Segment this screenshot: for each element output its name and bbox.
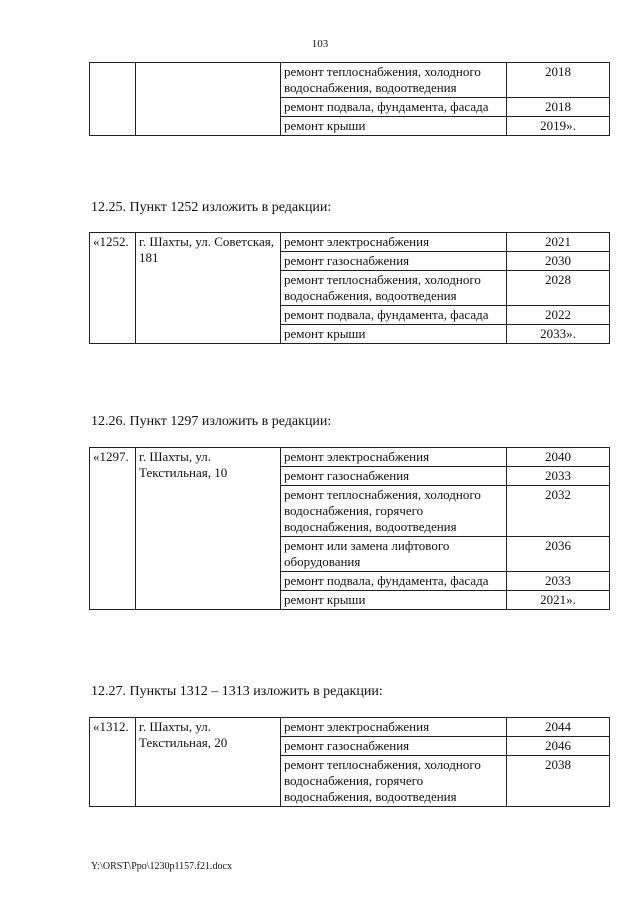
section-heading: 12.27. Пункты 1312 – 1313 изложить в редакции: bbox=[91, 684, 383, 699]
year-cell: 2036 bbox=[507, 537, 610, 572]
year-cell: 2033 bbox=[507, 467, 610, 486]
item-number-cell bbox=[90, 63, 136, 136]
work-type-cell: ремонт теплоснабжения, холодного водоснабжения, горячего водоснабжения, водоотведения bbox=[281, 486, 507, 537]
work-type-cell: ремонт газоснабжения bbox=[281, 737, 507, 756]
work-type-cell: ремонт подвала, фундамента, фасада bbox=[281, 306, 507, 325]
year-cell: 2021 bbox=[507, 233, 610, 252]
repair-table bbox=[89, 62, 610, 136]
year-cell: 2033 bbox=[507, 572, 610, 591]
file-path-footer: Y:\ORST\Ppo\1230p1157.f21.docx bbox=[91, 861, 232, 872]
year-cell: 2028 bbox=[507, 271, 610, 306]
item-number-cell: «1297. bbox=[90, 448, 136, 610]
work-type-cell: ремонт подвала, фундамента, фасада bbox=[281, 572, 507, 591]
work-type-cell: ремонт электроснабжения bbox=[281, 448, 507, 467]
address-cell: г. Шахты, ул. Текстильная, 10 bbox=[136, 448, 281, 610]
address-cell bbox=[136, 63, 281, 136]
item-number-cell: «1252. bbox=[90, 233, 136, 344]
page-number: 103 bbox=[311, 38, 329, 50]
table-row bbox=[90, 233, 610, 252]
year-cell: 2021». bbox=[507, 591, 610, 610]
work-type-cell: ремонт крыши bbox=[281, 591, 507, 610]
repair-table bbox=[89, 447, 610, 610]
year-cell: 2030 bbox=[507, 252, 610, 271]
section-heading: 12.26. Пункт 1297 изложить в редакции: bbox=[91, 414, 332, 429]
table-row bbox=[90, 718, 610, 737]
year-cell: 2046 bbox=[507, 737, 610, 756]
work-type-cell: ремонт или замена лифтового оборудования bbox=[281, 537, 507, 572]
repair-table bbox=[89, 717, 610, 807]
work-type-cell: ремонт газоснабжения bbox=[281, 467, 507, 486]
repair-table bbox=[89, 232, 610, 344]
year-cell: 2022 bbox=[507, 306, 610, 325]
year-cell: 2018 bbox=[507, 98, 610, 117]
year-cell: 2019». bbox=[507, 117, 610, 136]
year-cell: 2032 bbox=[507, 486, 610, 537]
address-cell: г. Шахты, ул. Советская, 181 bbox=[136, 233, 281, 344]
year-cell: 2044 bbox=[507, 718, 610, 737]
year-cell: 2038 bbox=[507, 756, 610, 807]
section-heading: 12.25. Пункт 1252 изложить в редакции: bbox=[91, 200, 332, 215]
table-row bbox=[90, 63, 610, 98]
work-type-cell: ремонт крыши bbox=[281, 117, 507, 136]
work-type-cell: ремонт электроснабжения bbox=[281, 718, 507, 737]
work-type-cell: ремонт электроснабжения bbox=[281, 233, 507, 252]
work-type-cell: ремонт теплоснабжения, холодного водоснабжения, водоотведения bbox=[281, 271, 507, 306]
year-cell: 2018 bbox=[507, 63, 610, 98]
work-type-cell: ремонт теплоснабжения, холодного водоснабжения, горячего водоснабжения, водоотведения bbox=[281, 756, 507, 807]
year-cell: 2040 bbox=[507, 448, 610, 467]
item-number-cell: «1312. bbox=[90, 718, 136, 807]
work-type-cell: ремонт подвала, фундамента, фасада bbox=[281, 98, 507, 117]
work-type-cell: ремонт газоснабжения bbox=[281, 252, 507, 271]
year-cell: 2033». bbox=[507, 325, 610, 344]
work-type-cell: ремонт крыши bbox=[281, 325, 507, 344]
work-type-cell: ремонт теплоснабжения, холодного водоснабжения, водоотведения bbox=[281, 63, 507, 98]
table-row bbox=[90, 448, 610, 467]
address-cell: г. Шахты, ул. Текстильная, 20 bbox=[136, 718, 281, 807]
